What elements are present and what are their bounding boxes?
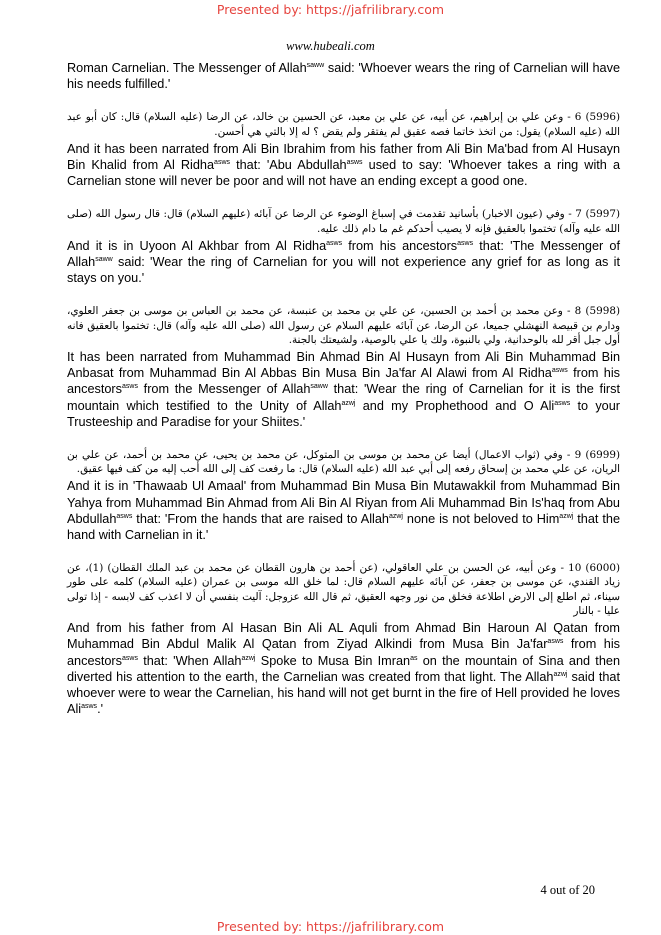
text-run: said that whoever were to wear the Carnelian, his hand will not get burnt in the fire of Hell provided he loves Ali: [67, 669, 620, 717]
paragraph-gap: [67, 189, 620, 207]
presented-by-banner-bottom[interactable]: Presented by: https://jafrilibrary.com: [216, 919, 445, 934]
text-run: that: 'Abu Abdullah: [230, 158, 347, 173]
text-run: .': [97, 702, 104, 717]
honorific-superscript: asws: [122, 383, 138, 391]
presented-by-banner-top[interactable]: Presented by: https://jafrilibrary.com: [216, 2, 445, 17]
arabic-hadith-text: (5998) 8 - وعن محمد بن أحمد بن الحسين، عن علي بن محمد بن عنبسة، عن محمد بن العباس بن موسى بن جعفر العلوي، ودارم بن قبيصة النهشلي جميعا، عن الرضا، عن آبائه عليهم السلام عن رسول الله (صلى الله عليه وآله) قال: تختموا بالعقيق فانه أول جبل أقر لله بالوحدانية، ولي بالنبوة، ولك يا علي بالوصية، ولشيعتك بالجنة.: [67, 305, 621, 346]
arabic-hadith-text: (6999) 9 - وفي (ثواب الاعمال) أيضا عن محمد بن موسى بن المتوكل، عن محمد بن يحيى، عن محمد بن أحمد، عن علي بن الريان، عن علي محمد بن إسحاق رفعه إلى أبي عبد الله (عليه السلام) قال: ما رفعت كف إلى الله أحب إليه من كف فيها عقيق.: [67, 449, 620, 476]
honorific-superscript: asws: [554, 399, 571, 407]
text-run: from his ancestors: [67, 366, 620, 397]
text-run: none is not beloved to Him: [402, 511, 560, 526]
honorific-superscript: asws: [81, 702, 98, 710]
text-run: that: 'The Messenger of Allah: [67, 238, 620, 270]
text-run: from the Messenger of Allah: [137, 382, 311, 397]
text-run: and my Prophethood and O Ali: [355, 398, 555, 413]
page-content: [67, 60, 620, 717]
text-run: that: 'Wear the ring of Carnelian for it is the first mountain which testified to the Unity of Allah: [67, 382, 620, 413]
text-run: that: 'When Allah: [137, 653, 242, 668]
honorific-superscript: asws: [326, 239, 343, 247]
paragraph-gap: [67, 430, 620, 448]
website-header[interactable]: www.hubeali.com: [286, 39, 375, 53]
honorific-superscript: azwj: [341, 399, 356, 407]
english-translation: [67, 620, 620, 717]
arabic-hadith-text: (5997) 7 - وفي (عيون الاخبار) بأسانيد تقدمت في إسباغ الوضوء عن الرضا عن آبائه (عليهم السلام) قال: قال رسول الله (صلى الله عليه وآله) تختموا بالعقيق فإنه لا يصيب أحدكم غم ما دام ذلك عليه.: [67, 208, 621, 235]
english-translation: [67, 60, 620, 92]
honorific-superscript: azwj: [241, 654, 256, 662]
honorific-superscript: azwj: [553, 670, 568, 678]
text-run: And it is in 'Thawaab Ul Amaal' from Muhammad Bin Musa Bin Mutawakkil from Muhammad Bin Yahya from Muhammad Bin Ahmad from Ali Bin Al Riyan from Ali Muhammad Bin Is'haq from Abu Abdullah: [67, 479, 620, 526]
page-number: 4 out of 20: [540, 883, 595, 897]
honorific-superscript: as: [410, 654, 418, 662]
english-translation: [67, 478, 620, 543]
text-run: that: 'From the hands that are raised to Allah: [132, 511, 389, 526]
honorific-superscript: saww: [95, 255, 113, 263]
honorific-superscript: asws: [457, 239, 474, 247]
text-run: Roman Carnelian. The Messenger of Allah: [67, 61, 307, 75]
text-run: And it is in Uyoon Al Akhbar from Al Ridha: [67, 238, 327, 253]
english-translation: [67, 238, 620, 287]
text-run: used to say: 'Whoever takes a ring with a Carnelian stone will never be poor and will not have an ending except a good one.: [67, 158, 620, 189]
text-run: from his ancestors: [342, 238, 458, 253]
honorific-superscript: asws: [116, 512, 133, 520]
english-translation: [67, 349, 620, 430]
text-run: to your Trusteeship and Paradise for your Shiites.': [67, 398, 620, 429]
paragraph-gap: [67, 543, 620, 561]
text-run: It has been narrated from Muhammad Bin Ahmad Bin Al Husayn from Ali Bin Muhammad Bin Anbasat from Muhammad Bin Al Abbas Bin Musa Bin Ja'far Al Alawi from Al Ridha: [67, 350, 620, 381]
honorific-superscript: saww: [310, 383, 328, 391]
text-run: Spoke to Musa Bin Imran: [255, 653, 411, 668]
honorific-superscript: saww: [306, 61, 325, 69]
honorific-superscript: asws: [551, 367, 568, 375]
text-run: on the mountain of Sina and then diverted his attention to the earth, the Carnelian was created from that light. The Allah: [67, 653, 621, 684]
english-translation: [67, 141, 620, 190]
text-run: that the hand with Carnelian in it.': [67, 511, 621, 543]
text-run: And it has been narrated from Ali Bin Ibrahim from his father from Ali Bin Ma'bad from Al Husayn Bin Khalid from Al Ridha: [67, 141, 620, 173]
paragraph-gap: [67, 92, 620, 110]
honorific-superscript: asws: [547, 638, 564, 646]
arabic-hadith-text: (5996) 6 - وعن علي بن إبراهيم، عن أبيه، عن علي بن معبد، عن الحسين بن خالد، عن الرضا (عليه السلام) قال: كان أبو عبد الله (عليه السلام) يقول: من اتخذ خاتما فصه عقيق لم يفتقر ولم يقض ؟ له إلا بالتي هي أحسن.: [67, 111, 621, 138]
text-run: said: 'Whoever wears the ring of Carnelian will have his needs fulfilled.': [67, 61, 620, 92]
honorific-superscript: asws: [122, 654, 138, 662]
honorific-superscript: azwj: [559, 512, 574, 520]
honorific-superscript: asws: [346, 158, 363, 166]
text-run: And from his father from Al Hasan Bin Ali AL Aquli from Ahmad Bin Haroun Al Qatan from Muhammad Bin Abdul Malik Al Qatan from Ziyad Alkindi from Musa Bin Ja'far: [67, 621, 620, 652]
paragraph-gap: [67, 286, 620, 304]
honorific-superscript: azwj: [388, 512, 403, 520]
arabic-hadith-text: (6000) 10 - وعن أبيه، عن الحسن بن علي العاقولي، (عن أحمد بن هارون القطان عن محمد بن عبد الملك القطان) (1)، عن زياد القندي، عن موسى بن جعفر، عن آبائه عليهم السلام قال: لما خلق الله موسى بن عمران (عليه السلام) كلمه على طور سيناء، ثم اطلع إلى الارض اطلاعة فخلق من نور وجهه العقيق، ثم قال الله عزوجل: آليت بنفسي أن لا اعذب كف لابسه - إذا تولى عليا - بالنار: [67, 562, 620, 617]
text-run: said: 'Wear the ring of Carnelian for you will not experience any grief for as long as it stays on you.': [67, 255, 620, 286]
text-run: from his ancestors: [67, 637, 620, 668]
honorific-superscript: asws: [214, 158, 230, 166]
